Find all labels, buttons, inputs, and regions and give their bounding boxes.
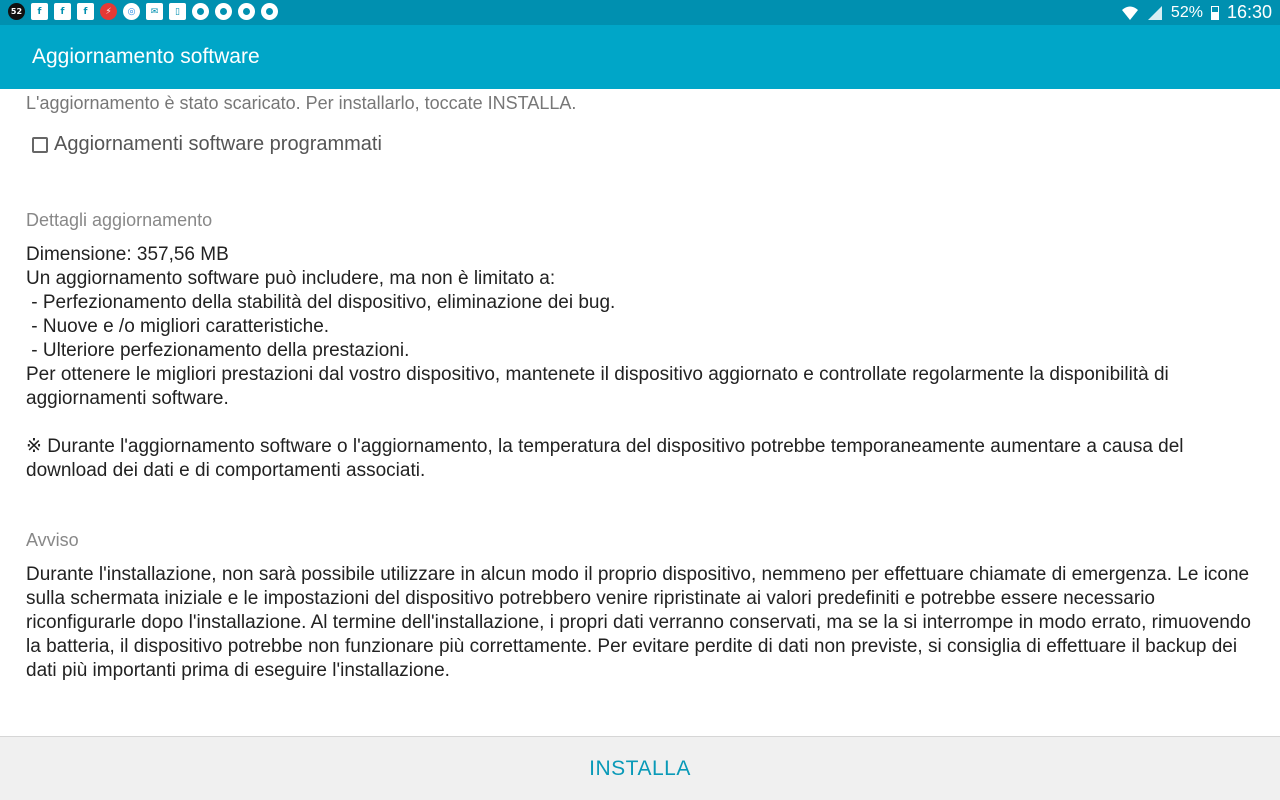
notification-count-badge: 52: [8, 3, 25, 20]
chrome-icon: [261, 3, 278, 20]
headset-icon: ◎: [123, 3, 140, 20]
facebook-icon: f: [77, 3, 94, 20]
scheduled-updates-checkbox[interactable]: [32, 137, 48, 153]
notice-heading: Avviso: [26, 530, 79, 550]
flash-icon: ⚡: [100, 3, 117, 20]
chrome-icon: [192, 3, 209, 20]
chrome-icon: [215, 3, 232, 20]
chrome-icon: [238, 3, 255, 20]
download-status-message: L'aggiornamento è stato scaricato. Per installarlo, toccate INSTALLA.: [26, 93, 577, 113]
scheduled-updates-option[interactable]: [32, 133, 382, 156]
details-intro: Un aggiornamento software può includere, ma non è limitato a:: [26, 268, 556, 289]
update-size: Dimensione: 357,56 MB: [26, 244, 229, 265]
clock: 16:30: [1226, 2, 1272, 22]
action-bar: [0, 25, 1280, 89]
status-bar: [0, 0, 1280, 25]
device-icon: ▯: [169, 3, 186, 20]
battery-percent: 52%: [1170, 3, 1203, 21]
bottom-action-bar: [0, 736, 1280, 800]
message-icon: ✉: [146, 3, 163, 20]
temperature-note: ※ Durante l'aggiornamento software o l'aggiornamento, la temperatura del dispositivo potrebbe temporaneamente aumentare a causa del download dei dati e di comportamenti associati.: [26, 436, 1184, 481]
battery-icon: [1211, 6, 1219, 20]
signal-icon: [1147, 5, 1163, 21]
install-button[interactable]: INSTALLA: [589, 756, 691, 780]
details-item: - Ulteriore perfezionamento della prestazioni.: [26, 340, 410, 361]
wifi-icon: [1121, 5, 1139, 21]
facebook-icon: f: [31, 3, 48, 20]
facebook-icon: f: [54, 3, 71, 20]
notification-icons: [8, 3, 278, 20]
details-heading: Dettagli aggiornamento: [26, 210, 213, 230]
details-item: - Perfezionamento della stabilità del dispositivo, eliminazione dei bug.: [26, 292, 616, 313]
page-title: Aggiornamento software: [32, 45, 260, 68]
scheduled-updates-label: Aggiornamenti software programmati: [54, 133, 382, 155]
details-advice: Per ottenere le migliori prestazioni dal vostro dispositivo, mantenete il dispositivo aggiornato e controllate regolarmente la disponibilità di aggiornamenti software.: [26, 364, 1169, 409]
details-item: - Nuove e /o migliori caratteristiche.: [26, 316, 330, 337]
details-body: [26, 243, 1256, 483]
notice-body: Durante l'installazione, non sarà possibile utilizzare in alcun modo il proprio dispositivo, nemmeno per effettuare chiamate di emergenza. Le icone sulla schermata iniziale e le impostazioni del dispositivo potrebbero venire ripristinate ai valori predefiniti e potrebbe essere necessario riconfigurarle dopo l'installazione. Al termine dell'installazione, i propri dati verranno conservati, ma se la si interrompe in modo errato, rimuovendo la batteria, il dispositivo potrebbe non funzionare più correttamente. Per evitare perdite di dati non previste, si consiglia di effettuare il backup dei dati più importanti prima di eseguire l'installazione.: [26, 564, 1251, 681]
system-status: [1121, 2, 1272, 23]
